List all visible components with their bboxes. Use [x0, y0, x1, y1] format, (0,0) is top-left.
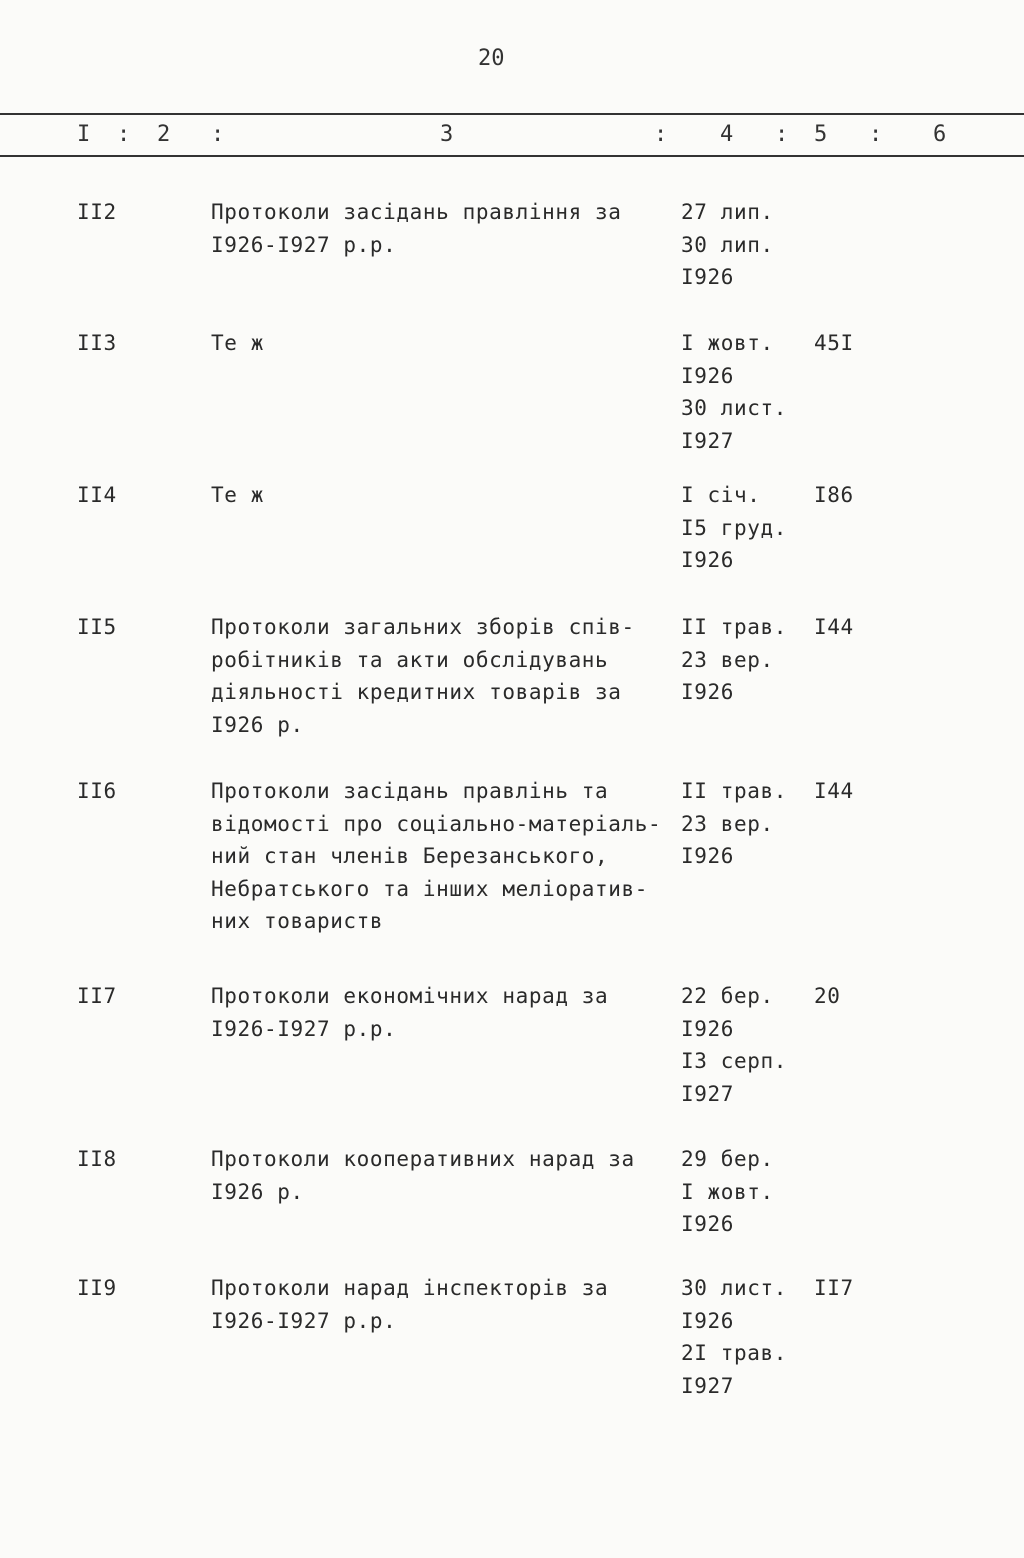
date-line: I926 — [681, 363, 734, 388]
description-line: Протоколи засідань правлінь та — [211, 779, 609, 803]
row-number: II9 — [77, 1276, 117, 1300]
row-description — [211, 1143, 635, 1208]
description-line: I926 р. — [211, 712, 304, 737]
row-sheets: 20 — [814, 984, 841, 1008]
row-sheets: I44 — [814, 779, 854, 803]
date-line: I926 — [681, 680, 734, 704]
date-line: 30 лист. — [681, 396, 787, 420]
header-rule-bottom — [0, 155, 1024, 157]
date-line: I926 — [681, 548, 734, 572]
date-line: II трав. — [681, 615, 787, 639]
row-sheets: I86 — [814, 483, 854, 507]
header-sep-5: : — [869, 122, 883, 147]
row-dates — [681, 1143, 774, 1241]
date-line: I927 — [681, 1081, 734, 1106]
date-line: I3 серп. — [681, 1049, 787, 1073]
page-number: 20 — [478, 46, 505, 71]
description-line: I926 р. — [211, 1179, 304, 1204]
description-line: ний стан членів Березанського, — [211, 844, 609, 868]
description-line: них товариств — [211, 909, 384, 933]
date-line: I січ. — [681, 483, 761, 507]
date-line: I5 груд. — [681, 515, 787, 540]
row-description — [211, 479, 264, 512]
date-line: I жовт. — [681, 331, 774, 355]
date-line: I926 — [681, 265, 734, 289]
description-line: I926-I927 р.р. — [211, 232, 397, 257]
row-dates — [681, 980, 787, 1110]
description-line: Протоколи засідань правління за — [211, 200, 622, 224]
description-line: відомості про соціально-матеріаль- — [211, 811, 662, 836]
date-line: II трав. — [681, 779, 787, 803]
date-line: 30 лип. — [681, 232, 774, 257]
row-sheets: II7 — [814, 1276, 854, 1300]
description-line: робітників та акти обслідувань — [211, 647, 609, 672]
row-description — [211, 1272, 608, 1337]
header-sep-3: : — [654, 122, 668, 147]
row-number: II7 — [77, 984, 117, 1008]
description-line: Те ж — [211, 331, 264, 355]
date-line: I926 — [681, 1212, 734, 1236]
description-line: Протоколи кооперативних нарад за — [211, 1147, 635, 1171]
row-number: II5 — [77, 615, 117, 639]
description-line: Протоколи нарад інспекторів за — [211, 1276, 609, 1300]
date-line: I926 — [681, 1016, 734, 1041]
description-line: Те ж — [211, 483, 264, 507]
header-col-6: 6 — [933, 122, 947, 147]
row-number: II4 — [77, 483, 117, 507]
row-description — [211, 980, 608, 1045]
row-number: II6 — [77, 779, 117, 803]
description-line: Небратського та інших меліоратив- — [211, 876, 649, 901]
date-line: 23 вер. — [681, 647, 774, 672]
date-line: 30 лист. — [681, 1276, 787, 1300]
description-line: діяльності кредитних товарів за — [211, 680, 622, 704]
row-sheets: 45I — [814, 331, 854, 355]
row-dates — [681, 479, 787, 577]
row-description — [211, 327, 264, 360]
date-line: I927 — [681, 428, 734, 453]
row-dates — [681, 327, 787, 457]
date-line: 22 бер. — [681, 984, 774, 1008]
header-rule-top — [0, 113, 1024, 115]
row-number: II2 — [77, 200, 117, 224]
row-description — [211, 611, 635, 741]
header-sep-2: : — [211, 122, 225, 147]
date-line: I926 — [681, 844, 734, 868]
row-number: II8 — [77, 1147, 117, 1171]
date-line: 27 лип. — [681, 200, 774, 224]
header-col-3: 3 — [440, 122, 454, 147]
date-line: 23 вер. — [681, 811, 774, 836]
date-line: I жовт. — [681, 1179, 774, 1204]
header-col-1: I — [77, 122, 91, 147]
date-line: I927 — [681, 1373, 734, 1398]
date-line: 2I трав. — [681, 1341, 787, 1365]
header-col-5: 5 — [814, 122, 828, 147]
description-line: I926-I927 р.р. — [211, 1308, 397, 1333]
description-line: I926-I927 р.р. — [211, 1016, 397, 1041]
row-dates — [681, 1272, 787, 1402]
row-description — [211, 775, 661, 938]
row-description — [211, 196, 622, 261]
description-line: Протоколи економічних нарад за — [211, 984, 609, 1008]
description-line: Протоколи загальних зборів спів- — [211, 615, 635, 639]
date-line: 29 бер. — [681, 1147, 774, 1171]
header-sep-4: : — [775, 122, 789, 147]
header-col-4: 4 — [720, 122, 734, 147]
row-sheets: I44 — [814, 615, 854, 639]
row-dates — [681, 611, 787, 709]
header-sep-1: : — [117, 122, 131, 147]
row-number: II3 — [77, 331, 117, 355]
row-dates — [681, 775, 787, 873]
date-line: I926 — [681, 1308, 734, 1333]
header-col-2: 2 — [157, 122, 171, 147]
row-dates — [681, 196, 774, 294]
